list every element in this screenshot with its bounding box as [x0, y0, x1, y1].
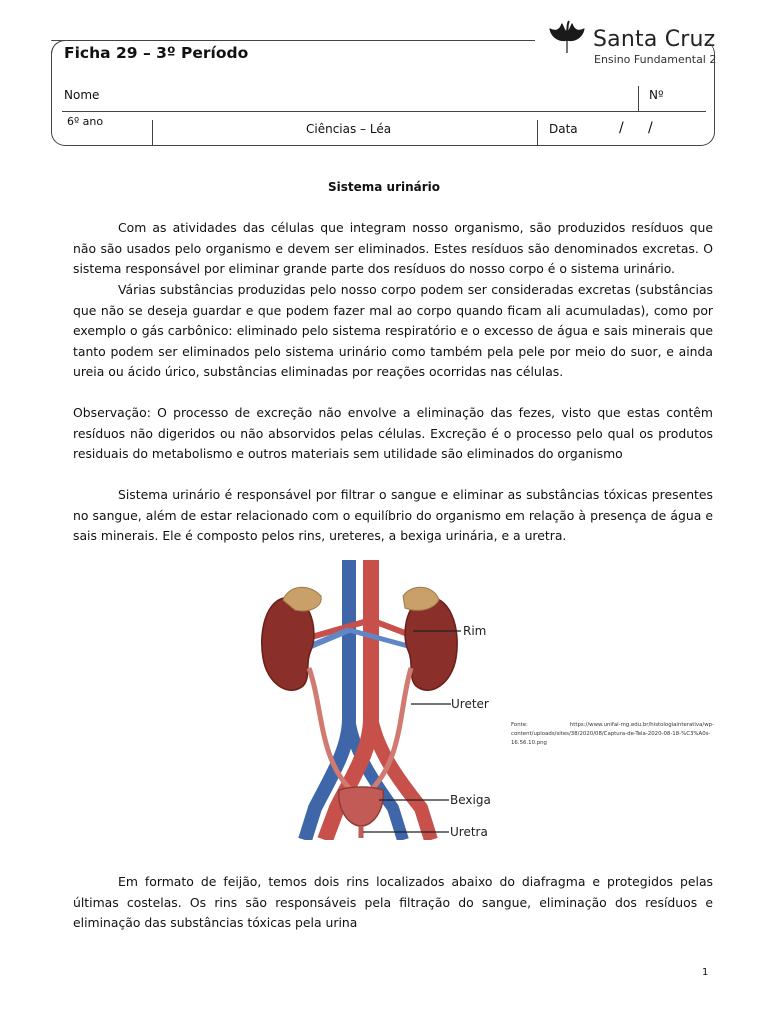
- urinary-system-illustration: [253, 558, 497, 840]
- paragraph-2: Várias substâncias produzidas pelo nosso corpo podem ser consideradas excretas (substâncias que não se deseja guardar e que podem fazer mal ao corpo quando ficam ali acumuladas), como por exemplo o gás carbônico: eliminado pelo sistema respiratório e o excesso de água e sais minerais que tanto podem ser eliminados pelo sistema urinário como também pela pele por meio do suor, e ainda ureia ou ácido úrico, substâncias eliminadas por reações ocorridas nas células.: [73, 282, 713, 380]
- header-frame-top: [51, 40, 535, 41]
- paragraph-4: Sistema urinário é responsável por filtrar o sangue e eliminar as substâncias tóxicas presentes no sangue, além de estar relacionado com o equilíbrio do organismo em relação à presença de água e sais minerais. Ele é composto pelos rins, ureteres, a bexiga urinária, e a uretra.: [73, 487, 713, 544]
- date-divider: [537, 120, 538, 146]
- school-name: Santa Cruz: [593, 27, 716, 52]
- label-bexiga: Bexiga: [450, 793, 491, 807]
- number-label: Nº: [649, 88, 664, 102]
- grade-divider: [152, 120, 153, 146]
- date-label: Data: [549, 122, 578, 136]
- label-ureter: Ureter: [451, 697, 489, 711]
- document-title: Sistema urinário: [327, 180, 441, 194]
- number-divider: [638, 86, 639, 112]
- label-rim: Rim: [463, 624, 487, 638]
- leaf-logo-icon: [548, 20, 586, 54]
- grade-label: 6º ano: [67, 115, 104, 128]
- figure-source: Fonte: https://www.unifal-mg.edu.br/histologiainterativa/wp-content/uploads/sites/38/2020/08/Captura-de-Tela-2020-08-18-%C3%A0s-16.56.10.png: [511, 722, 714, 746]
- date-separator-1: /: [619, 120, 624, 136]
- page-number: 1: [702, 967, 709, 978]
- label-uretra: Uretra: [450, 825, 488, 839]
- paragraph-observation: Observação: O processo de excreção não envolve a eliminação das fezes, visto que estas contêm resíduos não digeridos ou não absorvidos pelas células. Excreção é o processo pelo qual os produtos residuais do metabolismo e outros materiais sem utilidade são eliminados do organismo: [73, 405, 713, 462]
- paragraph-5: Em formato de feijão, temos dois rins localizados abaixo do diafragma e protegidos pelas últimas costelas. Os rins são responsáveis pela filtração do sangue, eliminação dos resíduos e eliminação das substâncias tóxicas pela urina: [73, 874, 713, 931]
- paragraph-1: Com as atividades das células que integram nosso organismo, são produzidos resíduos que não são usados pelo organismo e devem ser eliminados. Estes resíduos são denominados excretas. O sistema responsável por eliminar grande parte dos resíduos do nosso corpo é o sistema urinário.: [73, 220, 713, 277]
- school-subtitle: Ensino Fundamental 2: [594, 53, 717, 66]
- worksheet-title: Ficha 29 – 3º Período: [64, 44, 249, 62]
- date-separator-2: /: [648, 120, 653, 136]
- header-row-divider: [62, 111, 706, 112]
- subject-label: Ciências – Léa: [306, 122, 392, 136]
- name-label: Nome: [64, 88, 100, 102]
